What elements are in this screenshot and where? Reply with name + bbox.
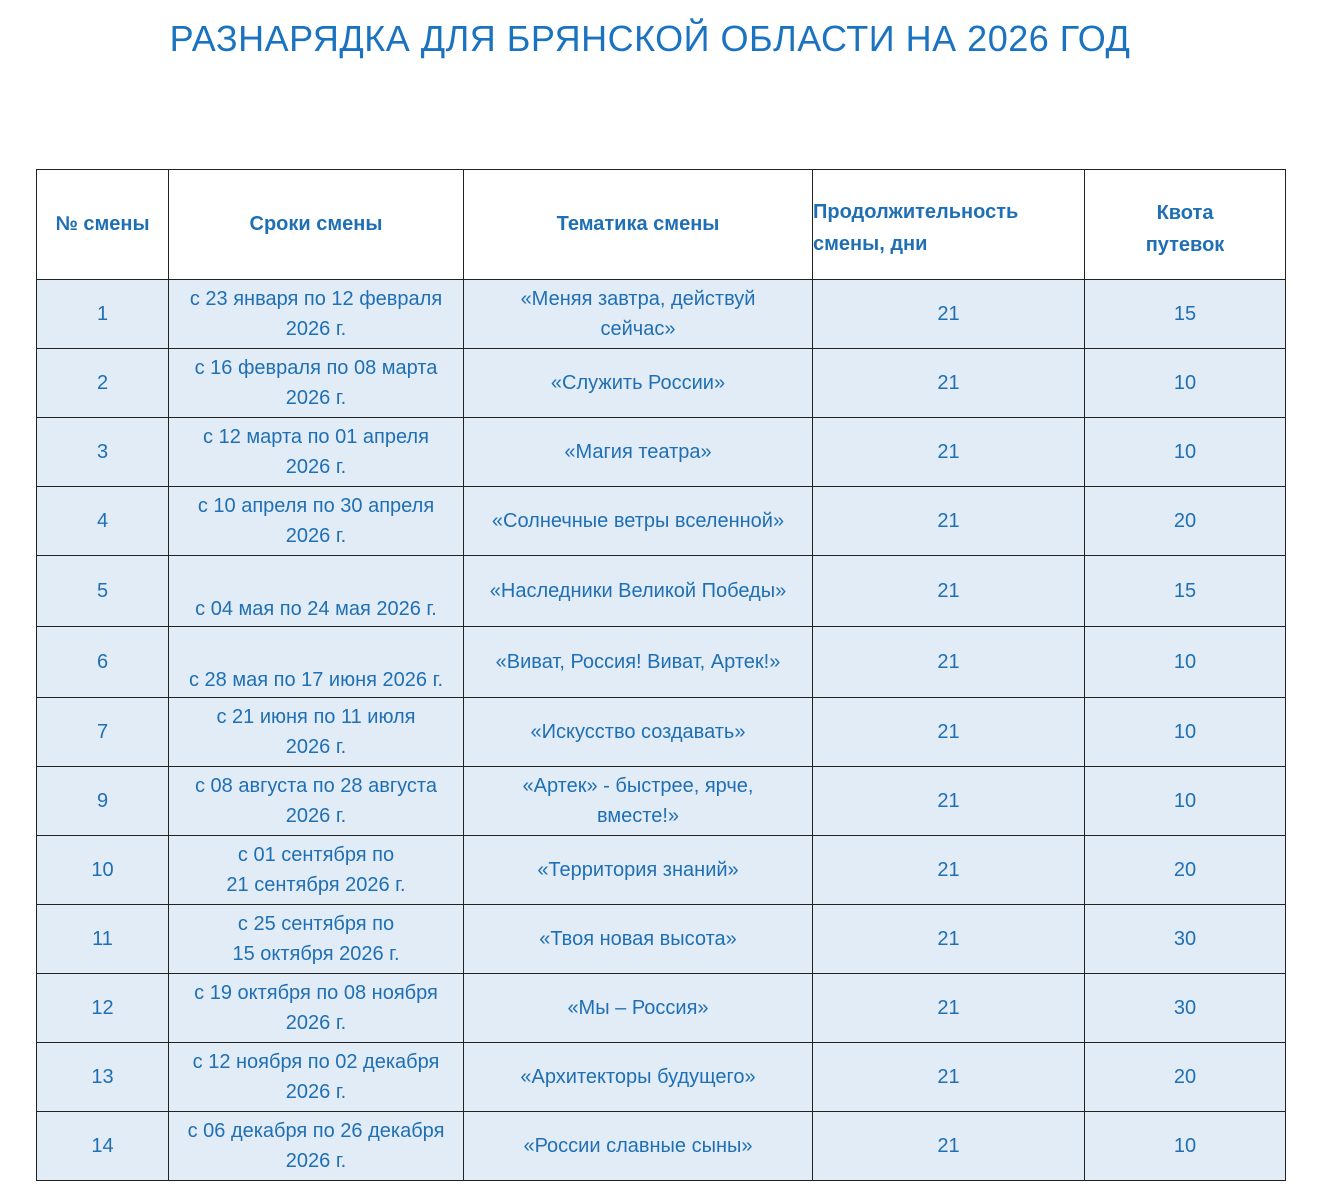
cell-duration xyxy=(813,836,1085,905)
cell-number xyxy=(37,1043,169,1112)
cell-duration-text: 21 xyxy=(937,721,960,743)
cell-number xyxy=(37,698,169,767)
cell-dates xyxy=(169,487,464,556)
cell-quota-text: 20 xyxy=(1173,510,1197,532)
cell-theme xyxy=(464,698,813,767)
cell-dates xyxy=(169,698,464,767)
cell-theme xyxy=(464,974,813,1043)
column-header-duration-line2: смены, дни xyxy=(813,232,928,255)
cell-theme-line1: «Мы – Россия» xyxy=(567,997,709,1019)
cell-quota xyxy=(1085,767,1286,836)
cell-duration xyxy=(813,418,1085,487)
cell-duration-text: 21 xyxy=(937,441,960,463)
table-row xyxy=(37,974,1286,1043)
cell-theme xyxy=(464,487,813,556)
cell-number-text: 12 xyxy=(91,997,114,1019)
cell-dates-line1: с 21 июня по 11 июля xyxy=(216,706,416,728)
cell-quota xyxy=(1085,836,1286,905)
cell-theme-line1: «Наследники Великой Победы» xyxy=(489,580,787,602)
table-row xyxy=(37,1112,1286,1181)
cell-number-text: 13 xyxy=(91,1066,114,1088)
cell-duration-text: 21 xyxy=(937,580,960,602)
cell-dates-line2: 2026 г. xyxy=(285,1081,347,1103)
cell-dates-line2: 2026 г. xyxy=(285,736,347,758)
cell-dates xyxy=(169,418,464,487)
cell-theme xyxy=(464,1112,813,1181)
cell-quota xyxy=(1085,698,1286,767)
cell-theme-line2: вместе!» xyxy=(596,805,679,827)
cell-dates-line1: с 12 ноября по 02 декабря xyxy=(192,1051,440,1073)
cell-theme xyxy=(464,627,813,698)
cell-number xyxy=(37,349,169,418)
cell-number-text: 2 xyxy=(96,372,109,394)
cell-dates-line2: 2026 г. xyxy=(285,1150,347,1172)
cell-number-text: 9 xyxy=(96,790,109,812)
cell-dates-line1: с 01 сентября по xyxy=(237,844,395,866)
cell-dates xyxy=(169,627,464,698)
cell-quota xyxy=(1085,905,1286,974)
cell-quota xyxy=(1085,280,1286,349)
table-row xyxy=(37,280,1286,349)
cell-duration-text: 21 xyxy=(937,303,960,325)
cell-theme-line2: сейчас» xyxy=(600,318,676,340)
cell-duration xyxy=(813,767,1085,836)
quota-table xyxy=(36,169,1286,1181)
cell-duration xyxy=(813,698,1085,767)
cell-theme-line1: «Артек» - быстрее, ярче, xyxy=(522,775,754,797)
cell-dates-line2: 15 октября 2026 г. xyxy=(232,943,400,965)
cell-dates-line1: с 25 сентября по xyxy=(237,913,395,935)
cell-quota-text: 15 xyxy=(1173,303,1197,325)
cell-quota-text: 10 xyxy=(1173,1135,1197,1157)
cell-theme xyxy=(464,418,813,487)
cell-duration-text: 21 xyxy=(937,1066,960,1088)
cell-number-text: 1 xyxy=(96,303,109,325)
cell-theme xyxy=(464,836,813,905)
cell-quota xyxy=(1085,974,1286,1043)
cell-duration xyxy=(813,1043,1085,1112)
cell-quota-text: 10 xyxy=(1173,721,1197,743)
cell-theme-line1: «Служить России» xyxy=(550,372,726,394)
cell-dates-line1: с 12 марта по 01 апреля xyxy=(203,426,429,448)
table-row xyxy=(37,698,1286,767)
cell-dates-line2: 2026 г. xyxy=(285,387,347,409)
page-title: РАЗНАРЯДКА ДЛЯ БРЯНСКОЙ ОБЛАСТИ НА 2026 ГОД xyxy=(169,18,1131,59)
cell-number-text: 3 xyxy=(96,441,109,463)
cell-quota xyxy=(1085,487,1286,556)
cell-duration-text: 21 xyxy=(937,790,960,812)
cell-quota-text: 15 xyxy=(1173,580,1197,602)
cell-duration xyxy=(813,349,1085,418)
cell-duration xyxy=(813,556,1085,627)
cell-theme-line1: «Солнечные ветры вселенной» xyxy=(491,510,785,532)
cell-quota-text: 20 xyxy=(1173,859,1197,881)
cell-number xyxy=(37,487,169,556)
cell-quota-text: 10 xyxy=(1173,651,1197,673)
cell-quota xyxy=(1085,349,1286,418)
cell-duration-text: 21 xyxy=(937,372,960,394)
cell-dates xyxy=(169,349,464,418)
cell-theme-line1: «Территория знаний» xyxy=(537,859,739,881)
table-row xyxy=(37,556,1286,627)
column-header-quota-line2: путевок xyxy=(1145,233,1225,256)
table-row xyxy=(37,487,1286,556)
cell-duration xyxy=(813,974,1085,1043)
cell-dates-line1: с 08 августа по 28 августа xyxy=(195,775,437,797)
cell-duration xyxy=(813,627,1085,698)
cell-dates-line2: 2026 г. xyxy=(285,318,347,340)
cell-number xyxy=(37,905,169,974)
cell-dates-line1: с 28 мая по 17 июня 2026 г. xyxy=(189,669,443,691)
cell-duration xyxy=(813,1112,1085,1181)
cell-number-text: 11 xyxy=(92,928,113,950)
cell-theme-line1: «Меняя завтра, действуй xyxy=(520,288,756,310)
cell-duration xyxy=(813,487,1085,556)
cell-theme xyxy=(464,280,813,349)
cell-duration xyxy=(813,905,1085,974)
cell-quota-text: 30 xyxy=(1173,928,1197,950)
cell-duration-text: 21 xyxy=(937,1135,960,1157)
column-header-dates-label: Сроки смены xyxy=(249,213,383,235)
cell-theme-line1: «России славные сыны» xyxy=(523,1135,753,1157)
column-header-dates xyxy=(169,170,464,280)
cell-theme-line1: «Архитекторы будущего» xyxy=(520,1066,756,1088)
cell-quota-text: 20 xyxy=(1173,1066,1197,1088)
cell-dates-line2: 2026 г. xyxy=(285,456,347,478)
column-header-number-label: № смены xyxy=(55,213,150,235)
cell-duration-text: 21 xyxy=(937,651,960,673)
cell-number xyxy=(37,1112,169,1181)
cell-duration-text: 21 xyxy=(937,928,960,950)
cell-dates-line1: с 10 апреля по 30 апреля xyxy=(197,495,435,517)
cell-number-text: 5 xyxy=(96,580,109,602)
cell-dates xyxy=(169,556,464,627)
column-header-quota-line1: Квота xyxy=(1156,201,1214,224)
cell-dates xyxy=(169,1112,464,1181)
column-header-quota xyxy=(1085,170,1286,280)
cell-theme xyxy=(464,767,813,836)
cell-quota xyxy=(1085,418,1286,487)
column-header-theme-label: Тематика смены xyxy=(556,213,720,235)
cell-quota xyxy=(1085,627,1286,698)
cell-dates-line1: с 23 января по 12 февраля xyxy=(189,288,443,310)
cell-number-text: 14 xyxy=(91,1135,114,1157)
cell-dates xyxy=(169,905,464,974)
cell-dates-line2: 2026 г. xyxy=(285,805,347,827)
cell-number-text: 7 xyxy=(96,721,109,743)
cell-number-text: 4 xyxy=(96,510,109,532)
cell-theme-line1: «Твоя новая высота» xyxy=(539,928,737,950)
cell-dates xyxy=(169,767,464,836)
column-header-duration-line1: Продолжительность xyxy=(813,200,1019,223)
table-row xyxy=(37,349,1286,418)
cell-quota xyxy=(1085,1043,1286,1112)
cell-dates xyxy=(169,836,464,905)
table-row xyxy=(37,418,1286,487)
cell-duration-text: 21 xyxy=(937,997,960,1019)
table-row xyxy=(37,836,1286,905)
cell-dates xyxy=(169,280,464,349)
cell-theme xyxy=(464,349,813,418)
table-row xyxy=(37,905,1286,974)
cell-quota-text: 30 xyxy=(1173,997,1197,1019)
cell-theme-line1: «Магия театра» xyxy=(564,441,712,463)
cell-duration-text: 21 xyxy=(937,859,960,881)
table-row xyxy=(37,1043,1286,1112)
cell-theme xyxy=(464,556,813,627)
table-row xyxy=(37,627,1286,698)
cell-dates-line1: с 04 мая по 24 мая 2026 г. xyxy=(195,598,437,620)
cell-number-text: 6 xyxy=(96,651,109,673)
cell-dates-line2: 2026 г. xyxy=(285,525,347,547)
cell-number xyxy=(37,418,169,487)
cell-number xyxy=(37,627,169,698)
cell-number xyxy=(37,280,169,349)
cell-dates-line1: с 19 октября по 08 ноября xyxy=(194,982,438,1004)
cell-quota-text: 10 xyxy=(1173,441,1197,463)
cell-theme-line1: «Искусство создавать» xyxy=(530,721,746,743)
cell-duration xyxy=(813,280,1085,349)
cell-number xyxy=(37,974,169,1043)
cell-number xyxy=(37,836,169,905)
cell-dates-line2: 21 сентября 2026 г. xyxy=(226,874,406,896)
cell-theme xyxy=(464,905,813,974)
cell-dates-line1: с 16 февраля по 08 марта xyxy=(194,357,438,379)
cell-dates xyxy=(169,974,464,1043)
cell-theme-line1: «Виват, Россия! Виват, Артек!» xyxy=(495,651,781,673)
cell-number xyxy=(37,556,169,627)
cell-theme xyxy=(464,1043,813,1112)
table-row xyxy=(37,767,1286,836)
cell-dates-line1: с 06 декабря по 26 декабря xyxy=(187,1120,445,1142)
cell-number-text: 10 xyxy=(91,859,114,881)
cell-dates-line2: 2026 г. xyxy=(285,1012,347,1034)
cell-quota xyxy=(1085,1112,1286,1181)
column-header-duration xyxy=(813,170,1085,280)
cell-quota xyxy=(1085,556,1286,627)
cell-number xyxy=(37,767,169,836)
column-header-number xyxy=(37,170,169,280)
cell-quota-text: 10 xyxy=(1173,790,1197,812)
cell-quota-text: 10 xyxy=(1173,372,1197,394)
table-header-row xyxy=(37,170,1286,280)
cell-dates xyxy=(169,1043,464,1112)
column-header-theme xyxy=(464,170,813,280)
cell-duration-text: 21 xyxy=(937,510,960,532)
